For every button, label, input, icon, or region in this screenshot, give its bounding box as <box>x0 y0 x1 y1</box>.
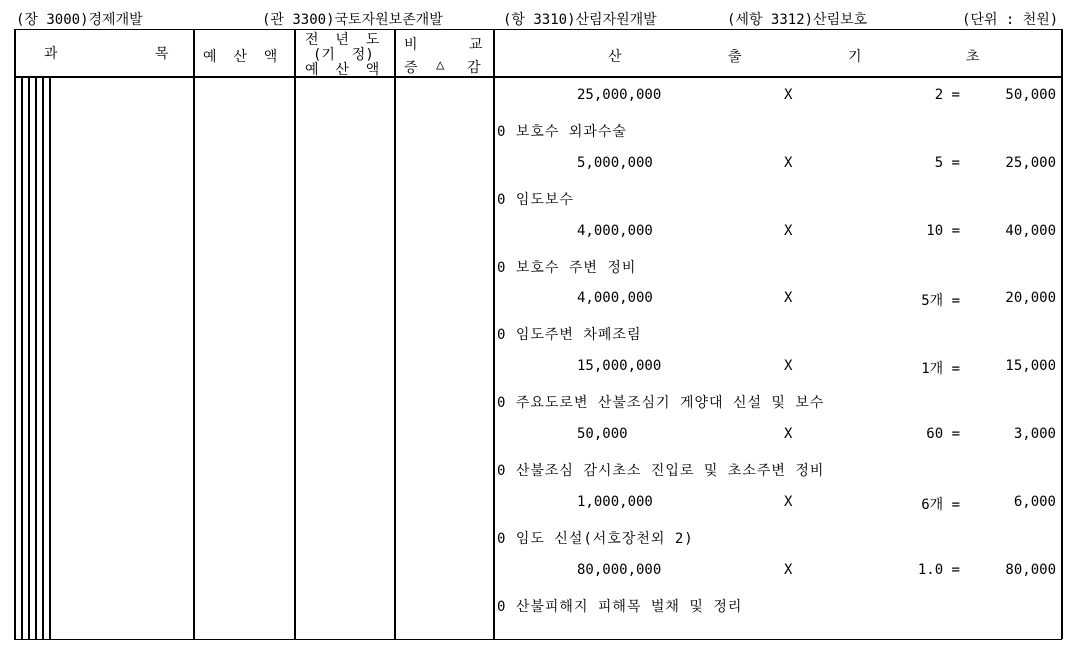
calc-result: 50,000 <box>1005 87 1056 103</box>
col-compare-bi: 비 <box>404 37 418 53</box>
calc-result: 15,000 <box>1005 358 1056 375</box>
header-unit: (단위 : 천원) <box>962 12 1059 28</box>
calc-multiply: X <box>784 493 793 510</box>
col-calc-chul: 출 <box>728 49 742 65</box>
col-compare-gam: 감 <box>467 60 481 76</box>
calc-result: 80,000 <box>1005 561 1056 578</box>
col-compare-gyo: 교 <box>469 37 483 53</box>
item-line <box>0 189 1073 209</box>
header-sehang: (세항 3312)산림보호 <box>727 12 868 28</box>
item-line <box>0 460 1073 480</box>
calc-multiply: X <box>784 87 793 103</box>
calc-line <box>0 155 1073 175</box>
calc-amount: 4,000,000 <box>577 290 653 307</box>
calc-amount: 5,000,000 <box>577 154 653 171</box>
item-line <box>0 257 1073 277</box>
col-calc-cho: 초 <box>966 49 980 65</box>
calc-quantity: 10 = <box>926 222 960 239</box>
calc-amount: 50,000 <box>577 426 628 442</box>
col-prev-line1: 전 년 도 <box>305 32 380 48</box>
item-description: 0 보호수 외과수술 <box>497 123 627 140</box>
calc-amount: 1,000,000 <box>577 493 653 510</box>
calc-line <box>0 494 1073 514</box>
calc-line <box>0 290 1073 310</box>
calc-multiply: X <box>784 561 793 578</box>
item-description: 0 보호수 주변 정비 <box>497 259 637 276</box>
calc-quantity: 5개 = <box>921 293 960 310</box>
col-prev-line3: 예 산 액 <box>305 62 380 78</box>
calc-line <box>0 223 1073 243</box>
item-description: 0 산불조심 감시초소 진입로 및 초소주변 정비 <box>497 462 825 479</box>
header-hang: (항 3310)산림자원개발 <box>503 12 657 28</box>
col-subject-a: 과 <box>44 46 58 62</box>
header-jang: (장 3000)경제개발 <box>16 12 143 28</box>
item-description: 0 임도보수 <box>497 191 574 208</box>
calc-quantity: 5 = <box>934 154 960 171</box>
calc-multiply: X <box>784 290 793 307</box>
calc-result: 40,000 <box>1005 222 1056 239</box>
calc-quantity: 1.0 = <box>917 561 960 578</box>
item-line <box>0 121 1073 141</box>
calc-line <box>0 87 1073 107</box>
calc-quantity: 60 = <box>926 426 960 442</box>
calc-amount: 4,000,000 <box>577 222 653 239</box>
item-description: 0 임도 신설(서호장천외 2) <box>497 530 694 547</box>
calc-line <box>0 358 1073 378</box>
col-compare-jeung: 증 <box>404 60 418 76</box>
calc-multiply: X <box>784 426 793 442</box>
col-prev-line2: (기 정) <box>313 47 374 63</box>
col-compare-triangle: △ <box>436 57 445 73</box>
col-budget: 예 산 액 <box>203 49 278 65</box>
calc-multiply: X <box>784 222 793 239</box>
calc-line <box>0 426 1073 446</box>
calc-result: 25,000 <box>1005 154 1056 171</box>
calc-quantity: 1개 = <box>921 361 960 378</box>
col-calc-san: 산 <box>608 49 622 65</box>
item-line <box>0 392 1073 412</box>
calc-line <box>0 562 1073 582</box>
item-description: 0 주요도로변 산불조심기 게양대 신설 및 보수 <box>497 395 825 412</box>
calc-quantity: 6개 = <box>921 496 960 513</box>
header-gwan: (관 3300)국토자원보존개발 <box>262 12 443 28</box>
header-divider <box>14 76 1062 78</box>
calc-result: 3,000 <box>1013 426 1056 442</box>
calc-multiply: X <box>784 154 793 171</box>
item-description: 0 임도주변 차폐조림 <box>497 327 642 344</box>
calc-amount: 25,000,000 <box>577 87 662 103</box>
item-line <box>0 596 1073 616</box>
calc-result: 20,000 <box>1005 290 1056 307</box>
col-subject-b: 목 <box>155 46 169 62</box>
calc-result: 6,000 <box>1013 493 1056 510</box>
item-line <box>0 324 1073 344</box>
col-calc-gi: 기 <box>848 49 862 65</box>
item-description: 0 산불피해지 피해목 벌채 및 정리 <box>497 598 743 615</box>
item-line <box>0 528 1073 548</box>
calc-multiply: X <box>784 358 793 375</box>
calc-quantity: 2 = <box>934 87 960 103</box>
calc-amount: 80,000,000 <box>577 561 662 578</box>
calc-amount: 15,000,000 <box>577 358 662 375</box>
